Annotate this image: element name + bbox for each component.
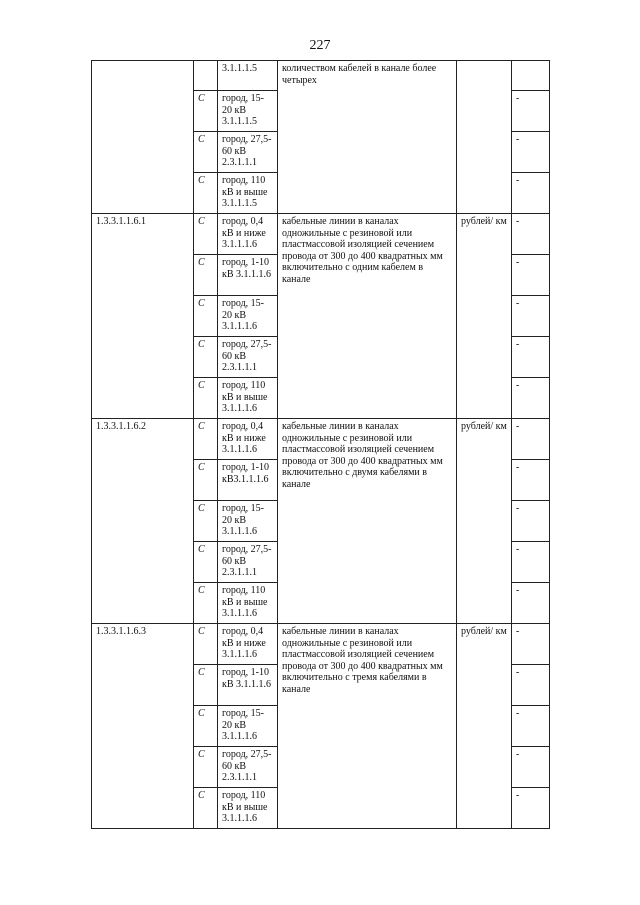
value-cell: - — [512, 624, 550, 665]
location-cell: город, 0,4 кВ и ниже 3.1.1.1.6 — [218, 419, 278, 460]
location-cell: город, 15-20 кВ 3.1.1.1.6 — [218, 296, 278, 337]
letter-cell: С — [194, 91, 218, 132]
unit-cell — [457, 61, 512, 214]
letter-cell: С — [194, 583, 218, 624]
location-cell: город, 15-20 кВ 3.1.1.1.5 — [218, 91, 278, 132]
tariff-table — [91, 60, 550, 829]
letter-cell: С — [194, 460, 218, 501]
value-cell: - — [512, 665, 550, 706]
location-cell: город, 1-10 кВ3.1.1.1.6 — [218, 460, 278, 501]
value-cell: - — [512, 214, 550, 255]
letter-cell: С — [194, 296, 218, 337]
description-cell: кабельные линии в каналах одножильные с резиновой или пластмассовой изоляцией сечением провода от 300 до 400 квадратных мм включительно с двумя кабелями в канале — [278, 419, 457, 624]
code-cell — [92, 61, 194, 214]
location-cell: город, 110 кВ и выше 3.1.1.1.6 — [218, 378, 278, 419]
letter-cell: С — [194, 132, 218, 173]
letter-cell: С — [194, 624, 218, 665]
unit-cell: рублей/ км — [457, 419, 512, 624]
description-cell: количеством кабелей в канале более четырех — [278, 61, 457, 214]
code-cell: 1.3.3.1.1.6.3 — [92, 624, 194, 829]
location-cell: город, 110 кВ и выше 3.1.1.1.5 — [218, 173, 278, 214]
table-row — [92, 419, 550, 460]
location-cell: город, 15-20 кВ 3.1.1.1.6 — [218, 706, 278, 747]
location-cell: город, 27,5-60 кВ 2.3.1.1.1 — [218, 132, 278, 173]
letter-cell: С — [194, 706, 218, 747]
location-cell: город, 27,5-60 кВ 2.3.1.1.1 — [218, 747, 278, 788]
value-cell: - — [512, 460, 550, 501]
location-cell: город, 110 кВ и выше 3.1.1.1.6 — [218, 583, 278, 624]
value-cell: - — [512, 173, 550, 214]
value-cell: - — [512, 747, 550, 788]
letter-cell: С — [194, 255, 218, 296]
letter-cell: С — [194, 337, 218, 378]
location-cell: город, 110 кВ и выше 3.1.1.1.6 — [218, 788, 278, 829]
table-row — [92, 61, 550, 91]
location-cell: город, 0,4 кВ и ниже 3.1.1.1.6 — [218, 214, 278, 255]
unit-cell: рублей/ км — [457, 214, 512, 419]
letter-cell: С — [194, 747, 218, 788]
code-cell: 1.3.3.1.1.6.1 — [92, 214, 194, 419]
letter-cell: С — [194, 378, 218, 419]
value-cell: - — [512, 296, 550, 337]
letter-cell: С — [194, 419, 218, 460]
letter-cell: С — [194, 542, 218, 583]
location-cell: город, 27,5-60 кВ 2.3.1.1.1 — [218, 542, 278, 583]
value-cell: - — [512, 419, 550, 460]
value-cell: - — [512, 542, 550, 583]
value-cell: - — [512, 91, 550, 132]
letter-cell — [194, 61, 218, 91]
location-cell: город, 15-20 кВ 3.1.1.1.6 — [218, 501, 278, 542]
letter-cell: С — [194, 665, 218, 706]
unit-cell: рублей/ км — [457, 624, 512, 829]
value-cell: - — [512, 583, 550, 624]
value-cell: - — [512, 337, 550, 378]
value-cell: - — [512, 706, 550, 747]
value-cell: - — [512, 501, 550, 542]
letter-cell: С — [194, 214, 218, 255]
page-number: 227 — [309, 38, 331, 53]
letter-cell: С — [194, 173, 218, 214]
table-row — [92, 624, 550, 665]
code-cell: 1.3.3.1.1.6.2 — [92, 419, 194, 624]
description-cell: кабельные линии в каналах одножильные с резиновой или пластмассовой изоляцией сечением провода от 300 до 400 квадратных мм включительно с тремя кабелями в канале — [278, 624, 457, 829]
value-cell — [512, 61, 550, 91]
location-cell: город, 1-10 кВ 3.1.1.1.6 — [218, 255, 278, 296]
table-row — [92, 214, 550, 255]
value-cell: - — [512, 132, 550, 173]
value-cell: - — [512, 788, 550, 829]
location-cell: город, 1-10 кВ 3.1.1.1.6 — [218, 665, 278, 706]
letter-cell: С — [194, 788, 218, 829]
location-cell: город, 27,5-60 кВ 2.3.1.1.1 — [218, 337, 278, 378]
value-cell: - — [512, 378, 550, 419]
location-cell: город, 0,4 кВ и ниже 3.1.1.1.6 — [218, 624, 278, 665]
letter-cell: С — [194, 501, 218, 542]
location-cell: 3.1.1.1.5 — [218, 61, 278, 91]
description-cell: кабельные линии в каналах одножильные с резиновой или пластмассовой изоляцией сечением провода от 300 до 400 квадратных мм включительно с одним кабелем в канале — [278, 214, 457, 419]
value-cell: - — [512, 255, 550, 296]
